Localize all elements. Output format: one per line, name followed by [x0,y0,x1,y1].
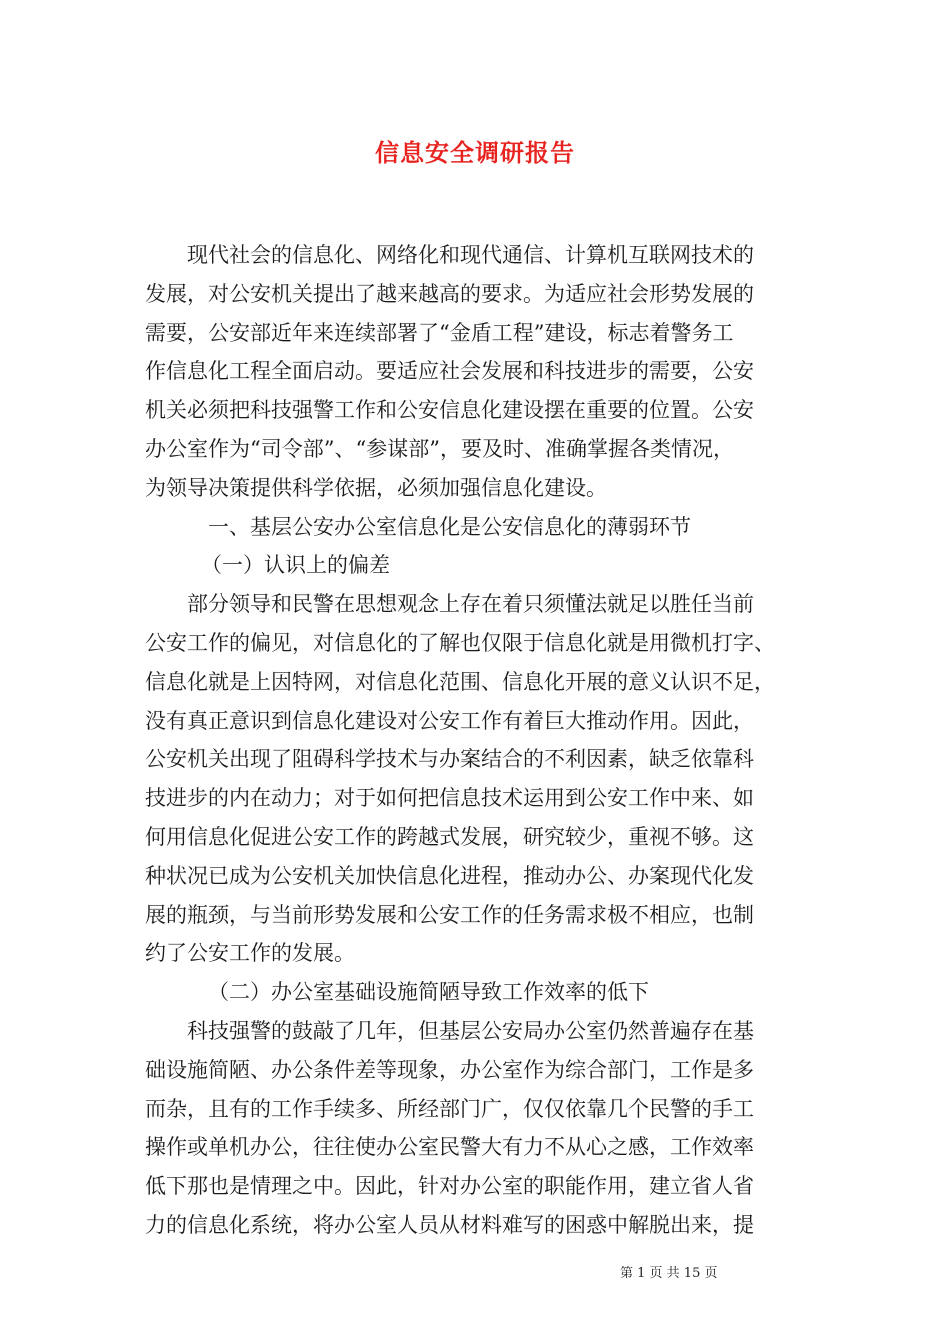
body-line: 公安机关出现了阻碍科学技术与办案结合的不利因素，缺乏依靠科 [145,747,754,772]
body-line: 种状况已成为公安机关加快信息化进程，推动办公、办案现代化发 [145,863,754,888]
body-line: 而杂，且有的工作手续多、所经部门广，仅仅依靠几个民警的手工 [145,1096,754,1121]
body-line: 办公室作为“司令部”、“参谋部”，要及时、准确掌握各类情况， [145,436,734,461]
body-line: 现代社会的信息化、网络化和现代通信、计算机互联网技术的 [187,243,754,267]
body-line: 低下那也是情理之中。因此，针对办公室的职能作用，建立省人省 [145,1174,754,1199]
subsection-heading: （二）办公室基础设施简陋导致工作效率的低下 [208,980,649,1005]
body-line: 力的信息化系统，将办公室人员从材料难写的困惑中解脱出来，提 [145,1212,754,1237]
body-line: 技进步的内在动力；对于如何把信息技术运用到公安工作中来、如 [145,786,754,811]
body-line: 公安工作的偏见，对信息化的了解也仅限于信息化就是用微机打字、 [145,630,775,655]
body-line: 没有真正意识到信息化建设对公安工作有着巨大推动作用。因此， [145,708,754,733]
body-line: 何用信息化促进公安工作的跨越式发展，研究较少，重视不够。这 [145,824,754,849]
subsection-heading: （一）认识上的偏差 [201,553,390,578]
body-line: 约了公安工作的发展。 [145,941,355,966]
body-line: 科技强警的鼓敲了几年，但基层公安局办公室仍然普遍存在基 [187,1018,754,1043]
document-title: 信息安全调研报告 [375,138,575,167]
body-line: 部分领导和民警在思想观念上存在着只须懂法就足以胜任当前 [187,592,754,617]
body-line: 机关必须把科技强警工作和公安信息化建设摆在重要的位置。公安 [145,398,754,423]
section-heading: 一、基层公安办公室信息化是公安信息化的薄弱环节 [208,514,691,539]
body-line: 作信息化工程全面启动。要适应社会发展和科技进步的需要，公安 [145,359,754,384]
body-line: 展的瓶颈，与当前形势发展和公安工作的任务需求极不相应，也制 [145,902,754,927]
body-line: 为领导决策提供科学依据，必须加强信息化建设。 [145,475,607,500]
body-line: 础设施简陋、办公条件差等现象，办公室作为综合部门，工作是多 [145,1057,754,1082]
body-line: 需要，公安部近年来连续部署了“金盾工程”建设，标志着警务工 [145,320,734,345]
page-number-footer: 第 1 页 共 15 页 [620,1266,718,1281]
body-line: 发展，对公安机关提出了越来越高的要求。为适应社会形势发展的 [145,281,754,306]
body-line: 操作或单机办公，往往使办公室民警大有力不从心之感，工作效率 [145,1135,754,1160]
body-line: 信息化就是上因特网，对信息化范围、信息化开展的意义认识不足， [145,669,775,694]
document-body [145,236,810,1245]
